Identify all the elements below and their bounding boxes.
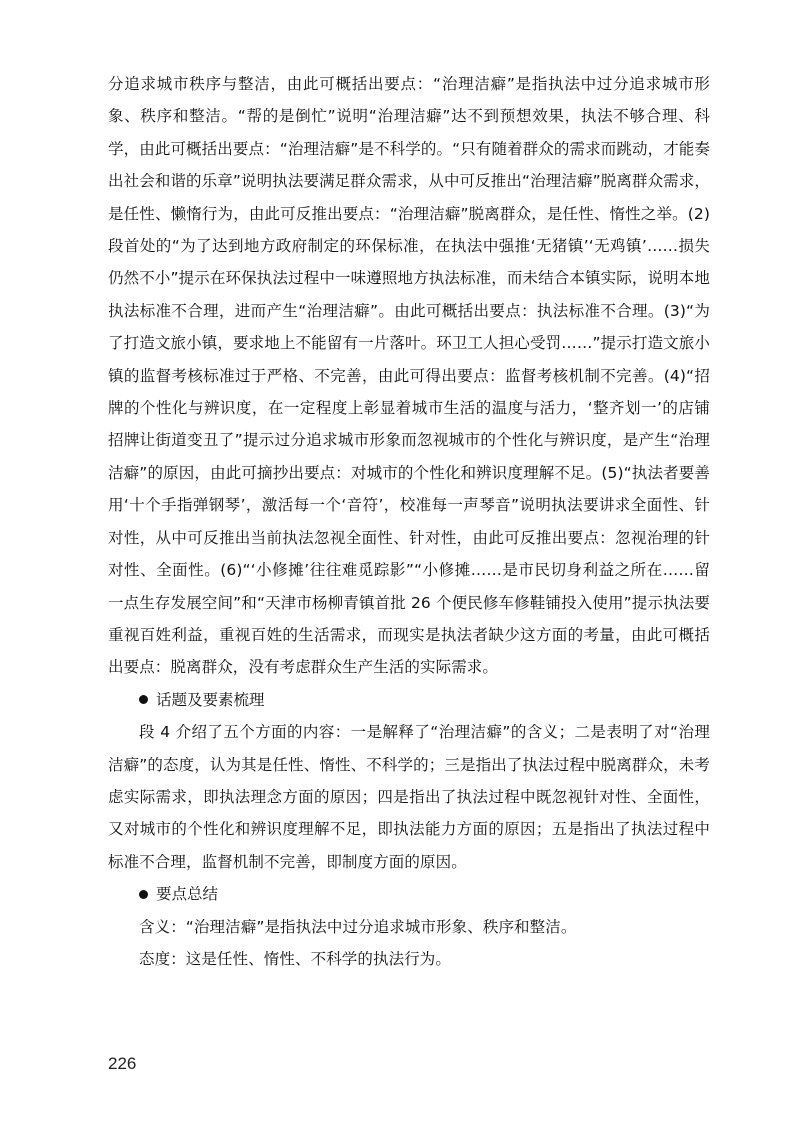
- analysis-paragraph: 分追求城市秩序与整洁，由此可概括出要点：“治理洁癖”是指执法中过分追求城市形象、秩序和整洁。“帮的是倒忙”说明“治理洁癖”达不到预想效果，执法不够合理、科学，由此可概括出要点：“治理洁癖”是不科学的。“只有随着群众的需求而跳动，才能奏出社会和谐的乐章”说明执法要满足群众需求，从中可反推出“治理洁癖”脱离群众需求，是任性、懒惰行为，由此可反推出要点：“治理洁癖”脱离群众，是任性、惰性之举。(2) 段首处的“为了达到地方政府制定的环保标准，在执法中强推‘无猪镇’‘无鸡镇’……损失仍然不小”提示在环保执法过程中一味遵照地方执法标准，而未结合本镇实际，说明本地执法标准不合理，进而产生“治理洁癖”。由此可概括出要点：执法标准不合理。(3)“为了打造文旅小镇，要求地上不能留有一片落叶。环卫工人担心受罚……”提示打造文旅小镇的监督考核标准过于严格、不完善，由此可得出要点：监督考核机制不完善。(4)“招牌的个性化与辨识度，在一定程度上彰显着城市生活的温度与活力，‘整齐划一’的店铺招牌让街道变丑了”提示过分追求城市形象而忽视城市的个性化与辨识度，是产生“治理洁癖”的原因，由此可摘抄出要点：对城市的个性化和辨识度理解不足。(5)“执法者要善用‘十个手指弹钢琴’，激活每一个‘音符’，校准每一声琴音”说明执法要讲求全面性、针对性，从中可反推出当前执法忽视全面性、针对性，由此可反推出要点：忽视治理的针对性、全面性。(6)“‘小修摊’往往难觅踪影”“小修摊……是市民切身利益之所在……留一点生存发展空间”和“天津市杨柳青镇首批 26 个便民修车修鞋铺投入使用”提示执法要重视百姓利益，重视百姓的生活需求，而现实是执法者缺少这方面的考量，由此可概括出要点：脱离群众，没有考虑群众生产生活的实际需求。: [108, 75, 710, 677]
- section-heading-key-points: [108, 878, 710, 910]
- section-heading-label: 要点总结: [156, 885, 219, 904]
- section-heading-label: 话题及要素梳理: [156, 690, 265, 709]
- bullet-icon: [139, 695, 148, 704]
- document-body: [108, 68, 710, 975]
- topic-summary-paragraph: 段 4 介绍了五个方面的内容：一是解释了“治理洁癖”的含义；二是表明了对“治理洁癖”的态度，认为其是任性、惰性、不科学的；三是指出了执法过程中脱离群众，未考虑实际需求，即执法理念方面的原因；四是指出了执法过程中既忽视针对性、全面性，又对城市的个性化和辨识度理解不足，即执法能力方面的原因；五是指出了执法过程中标准不合理，监督机制不完善，即制度方面的原因。: [108, 723, 710, 871]
- section-heading-topic-elements: [108, 684, 710, 716]
- page-number: 226: [108, 1054, 137, 1073]
- bullet-icon: [139, 890, 148, 899]
- attitude-line: 态度：这是任性、惰性、不科学的执法行为。: [139, 949, 452, 968]
- meaning-line: 含义：“治理洁癖”是指执法中过分追求城市形象、秩序和整洁。: [139, 917, 577, 936]
